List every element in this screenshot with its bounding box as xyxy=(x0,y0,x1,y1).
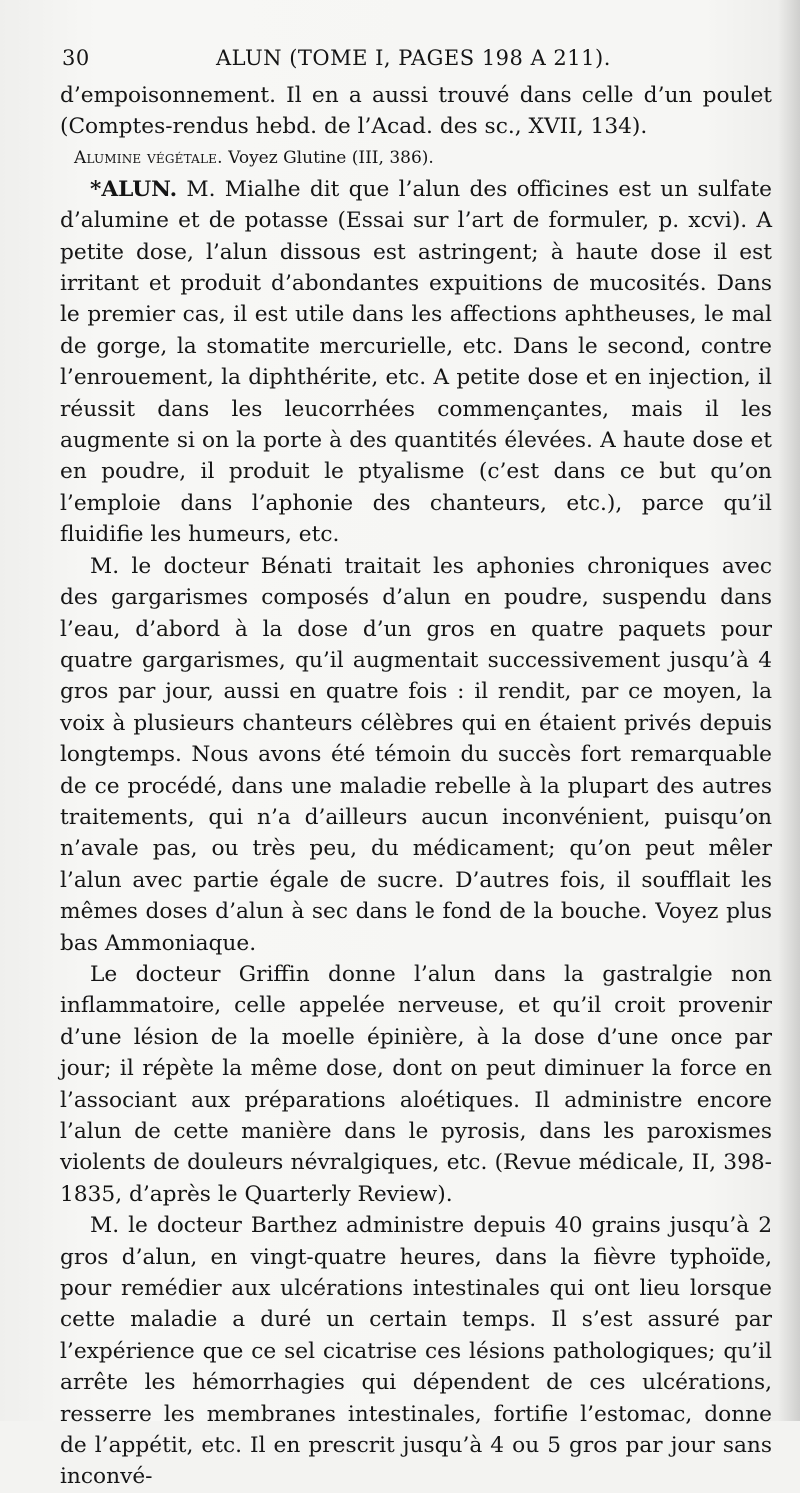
entry-body: M. Mialhe dit que l’alun des officines est un sulfate d’alumine et de potasse (Essai sur l’art de formuler, p. xcvi). A petite dose, l’alun dissous est astringent; à haute dose il est irritant et produit d’abondantes expuitions de mucosités. Dans le premier cas, il est utile dans les affections aphtheuses, le mal de gorge, la stomatite mercurielle, etc. Dans le second, contre l’enrouement, la diphthérite, etc. A petite dose et en injection, il réussit dans les leucorrhées commençantes, mais il les augmente si on la porte à des quantités élevées. A haute dose et en poudre, il produit le ptyalisme (c’est dans ce but qu’on l’emploie dans l’aphonie des chanteurs, etc.), parce qu’il fluidifie les humeurs, etc. xyxy=(60,176,772,548)
page-edge-shadow xyxy=(778,0,800,1421)
paragraph-barthez: M. le docteur Barthez administre depuis 40 grains jusqu’à 2 gros d’alun, en vingt-quatre heures, dans la fièvre typhoïde, pour remédier aux ulcérations intestinales qui ont lieu lorsque cette maladie a duré un certain temps. Il s’est assuré par l’expérience que ce sel cicatrise ces lésions pathologiques; qu’il arrête les hémorrhagies qui dépendent de ces ulcérations, resserre les membranes intestinales, fortifie l’estomac, donne de l’appétit, etc. Il en prescrit jusqu’à 4 ou 5 gros par jour sans inconvé- xyxy=(60,1213,772,1490)
paragraph-griffin: Le docteur Griffin donne l’alun dans la gastralgie non inflammatoire, celle appelée nerveuse, et qu’il croit provenir d’une lésion de la moelle épinière, à la dose d’une once par jour; il répète la même dose, dont on peut diminuer la force en l’associant aux préparations aloétiques. Il administre encore l’alun de cette manière dans le pyrosis, dans les paroxismes violents de douleurs névralgiques, etc. (Revue médicale, II, 398-1835, d’après le Quarterly Review). xyxy=(60,961,772,1207)
entry-reference: Voyez Glutine (III, 386). xyxy=(222,147,434,168)
paragraph-alun-entry xyxy=(60,174,772,551)
entry-term: Alumine végétale. xyxy=(74,147,223,168)
page-number: 30 xyxy=(62,46,90,70)
entry-alumine-vegetale xyxy=(60,143,772,174)
running-title: ALUN (TOME I, PAGES 198 A 211). xyxy=(216,46,611,70)
page-content xyxy=(60,80,772,1493)
paragraph-1: d’empoisonnement. Il en a aussi trouvé dans celle d’un poulet (Comptes-rendus hebd. de l’Acad. des sc., XVII, 134). xyxy=(60,83,772,140)
entry-heading: *ALUN. xyxy=(90,176,178,202)
paragraph-benati: M. le docteur Bénati traitait les aphonies chroniques avec des gargarismes composés d’alun en poudre, suspendu dans l’eau, d’abord à la dose d’un gros en quatre paquets pour quatre gargarismes, qu’il augmentait successivement jusqu’à 4 gros par jour, aussi en quatre fois : il rendit, par ce moyen, la voix à plusieurs chanteurs célèbres qui en étaient privés depuis longtemps. Nous avons été témoin du succès fort remarquable de ce procédé, dans une maladie rebelle à la plupart des autres traitements, qui n’a d’ailleurs aucun inconvénient, puisqu’on n’avale pas, ou très peu, du médicament; qu’on peut mêler l’alun avec partie égale de sucre. D’autres fois, il soufflait les mêmes doses d’alun à sec dans le fond de la bouche. Voyez plus bas Ammoniaque. xyxy=(60,553,772,956)
page-header xyxy=(60,40,770,80)
